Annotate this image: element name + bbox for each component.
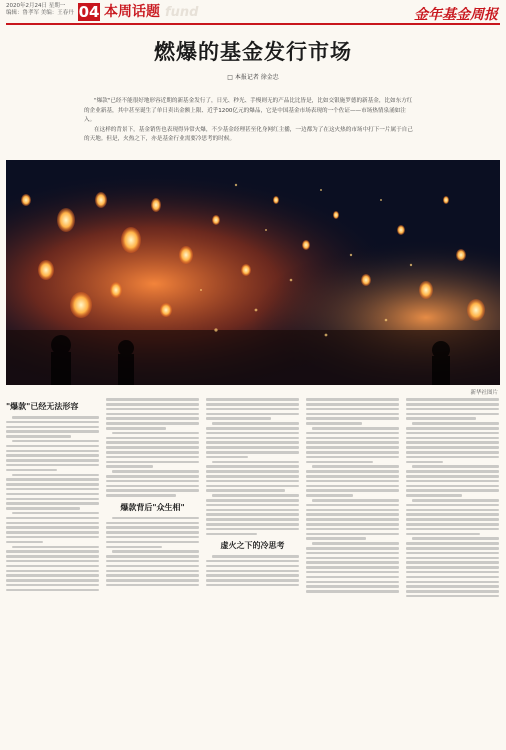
body-column [6, 396, 99, 746]
body-column [206, 396, 299, 746]
header-rule [6, 23, 500, 25]
section-watermark: fund [165, 5, 199, 20]
editor-line: 编辑：鲁孝军 美编：王春丹 [6, 10, 74, 16]
page-number: 04 [78, 3, 100, 21]
lantern-photo [6, 160, 500, 385]
body-column [106, 396, 199, 746]
body-column [406, 396, 499, 746]
section-subhead: 爆款背后"众生相" [120, 502, 185, 512]
lead-paragraph: 在这样的背景下，基金销售也表现得异常火爆，不少基金经理甚至化身网红主播，一边都为了在这火热的市场中打下一片属于自己的天地。但是，火热之下，亦是基金行业需要冷思考的时候。 [84, 126, 413, 142]
newspaper-brand: 金年基金周报 [414, 7, 498, 23]
section-subhead: "爆款"已经无法形容 [6, 402, 79, 411]
page-header [0, 0, 506, 24]
article-title: 燃爆的基金发行市场 [154, 40, 352, 64]
lead-paragraph: "爆款"已经不能很好地形容近期的新基金发行了，日光、秒光、手慢则无的产品比比皆是，比如交银施罗德的新基金，比如东方红的企业新基，其中甚至诞生了单日卖出金额上限、近乎1200亿元的爆品，它是中国基金市场表现的一个佐证——市场热情泉涌如注入。 [84, 98, 413, 123]
section-title: 本周话题 [104, 4, 160, 20]
article-lead [84, 97, 414, 145]
body-column [306, 396, 399, 746]
date-line: 2020年2月24日 星期一 [6, 3, 66, 9]
photo-caption: 新华社图片 [470, 390, 498, 396]
article-body [6, 396, 500, 746]
section-subhead: 虚火之下的冷思考 [220, 541, 285, 551]
issue-date [6, 3, 74, 17]
article-byline: □ 本报记者 徐金忠 [227, 74, 279, 81]
